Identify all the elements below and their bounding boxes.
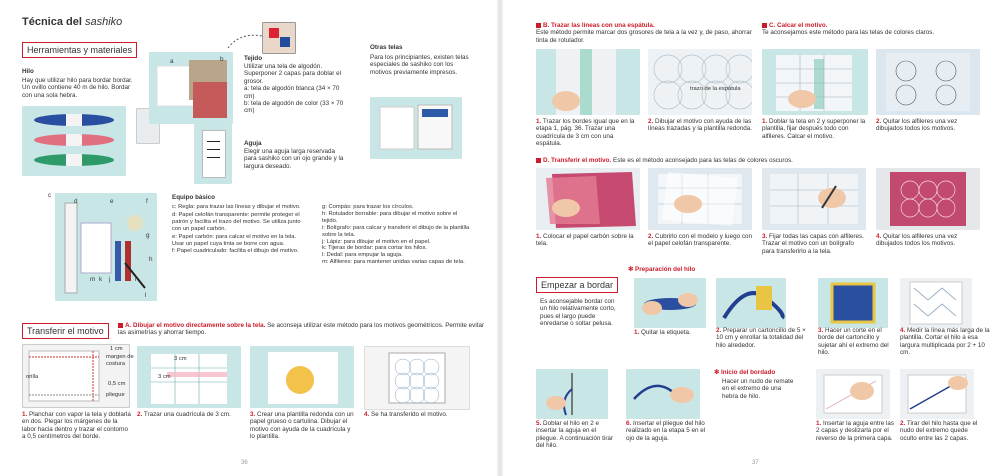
wind-thread-image [716, 278, 786, 328]
step-caption: 3. Crear una plantilla redonda con un papel grueso o cartulina. Dibujar el motivo con ayuda de la cuadrícula y lo plantilla. [250, 411, 354, 440]
page-title: Técnica del sashiko [22, 16, 123, 28]
trace-photo [762, 49, 868, 115]
insert-needle-image [816, 369, 890, 419]
spatula-image [536, 49, 640, 115]
b-step-caption: 2. Dibujar el motivo con ayuda de las líneas trazadas y la plantilla redonda. [648, 118, 752, 133]
inicio-text: Hacer un nudo de remate en el extremo de una hebra de hilo. [722, 378, 794, 400]
equipo-item: g: Compás: para trazar los círculos. [322, 204, 414, 210]
c-step-caption: 1. Doblar la tela en 2 y superponer la plantilla, fijar después todo con alfileres. Calcar el motivo. [762, 118, 866, 140]
dark-fabric-photo [876, 168, 980, 230]
equipo-list-2 [322, 204, 472, 266]
label-f: f [146, 198, 148, 205]
card-cut-image [818, 278, 888, 328]
equipo-heading: Equipo básico [172, 194, 216, 201]
prep-step-caption: 4. Medir la línea más larga de la plantilla. Cortar el hilo a esa largura multiplicada por 2 + 10 cm. [900, 327, 990, 356]
printed-fabric-image [370, 97, 462, 159]
c-intro: C. Calcar el motivo. Te aconsejamos este método para las telas de colores claros. [762, 22, 935, 37]
d-step-caption: 1. Colocar el papel carbón sobre la tela. [536, 233, 634, 248]
label-d: d [74, 198, 78, 205]
page-gutter [497, 0, 503, 476]
pull-thread-photo [900, 369, 974, 419]
printed-fabric-photo [370, 97, 462, 159]
cellophane-photo [648, 168, 752, 230]
equipo-item: e: Papel carbón: para calcar el motivo en la tela. Usar un papel cuya tinta se borre con agua. [172, 233, 297, 247]
pointer-arrow [226, 30, 266, 50]
embroider-text: Es aconsejable bordar con un hilo relativamente corto, pues el largo puede enredarse o soltar pelusa. [540, 298, 616, 328]
template-image [250, 346, 354, 408]
prep-step-caption: 1. Quitar la etiqueta. [634, 329, 691, 336]
template-photo [250, 346, 354, 408]
diagram-label: pliegue [106, 392, 125, 398]
tejido-text: Utilizar una tela de algodón. Superponer 2 capas para doblar el grosor. a: tela de algodón blanca (34 × 70 cm) b: tela de algodón de color (33 × 70 cm) [244, 63, 344, 115]
hilo-text: Hay que utilizar hilo para bordar bordar. Un ovillo contiene 40 m de hilo. Bordar con una sola hebra. [22, 77, 133, 99]
label-a: a [170, 58, 174, 65]
thread-photo [22, 106, 126, 176]
star-icon: ✻ [714, 369, 722, 376]
star-icon: ✻ [628, 266, 636, 273]
carbon-image [536, 168, 640, 230]
diagram-label: 1 cm [110, 346, 123, 352]
grid-photo [137, 346, 241, 408]
c-step-caption: 2. Quitar los alfileres una vez dibujados todos los motivos. [876, 118, 958, 133]
embroider-section-title: Empezar a bordar [536, 277, 618, 293]
spatula-photo [536, 49, 640, 115]
tejido-heading: Tejido [244, 55, 263, 62]
diagram-label: 0,5 cm [108, 381, 126, 387]
equipment-letters: c [48, 192, 52, 199]
circle-motif-image [648, 49, 752, 115]
trace-image [762, 49, 868, 115]
d-step-caption: 4. Quitar los alfileres una vez dibujados todos los motivos. [876, 233, 958, 248]
result-photo [364, 346, 470, 410]
transfer-a-intro: A. Dibujar el motivo directamente sobre la tela. Se aconseja utilizar este método para los motivos geométricos. Permite evitar las asimetrías y ahorrar tiempo. [118, 322, 485, 337]
red-square-icon [118, 323, 123, 328]
step-caption: 1. Planchar con vapor la tela y doblarla en dos. Plegar los márgenes de la labor hacia dentro y trazar el contorno a 0,5 centímetros del borde. [22, 411, 131, 440]
aguja-heading: Aguja [244, 140, 262, 147]
diagram-label: orilla [26, 374, 39, 380]
label-i: i [135, 276, 137, 283]
bottom-step-caption: 1. Insertar la aguja entre las 2 capas y deslizarla por el reverso de la primera capa. [816, 420, 895, 442]
label-h: h [149, 256, 153, 263]
measure-photo [900, 278, 972, 328]
grid-image [137, 346, 241, 408]
tools-section-title: Herramientas y materiales [22, 42, 137, 58]
page-number-right: 37 [752, 460, 759, 466]
label-remove-photo [634, 278, 706, 328]
needle-fold-photo [536, 369, 608, 419]
page-number-left: 36 [241, 460, 248, 466]
thread-skeins-image [22, 106, 126, 176]
pull-thread-image [900, 369, 974, 419]
dark-fabric-image [876, 168, 980, 230]
pins-removed-photo [876, 49, 980, 115]
label-m: m [90, 276, 96, 283]
step-caption: 4. Se ha transferido el motivo. [364, 411, 448, 418]
b-step-caption: 1. Trazar los bordes igual que en la etapa 1, pág. 36. Trazar una cuadrícula de 3 cm con una espátula. [536, 118, 635, 147]
b-intro: B. Trazar las líneas con una espátula. Este método permite marcar dos grosores de tela a la vez y, de paso, ahorrar tinta de rotulador. [536, 22, 752, 44]
grid-label: 3 cm [158, 374, 171, 380]
cellophane-image [648, 168, 752, 230]
wind-thread-photo [716, 278, 786, 328]
otras-text: Para los principiantes, existen telas especiales de sashiko con los motivos previamente impresos. [370, 54, 469, 76]
label-b: b [220, 56, 224, 63]
insert-needle-photo [816, 369, 890, 419]
transfer-section-title: Transferir el motivo [22, 323, 109, 339]
thread-eye-photo [626, 369, 700, 419]
equipo-item: m: Alfileres: para mantener unidas varias capas de tela. [322, 259, 465, 266]
equipo-item: j: Lápiz: para dibujar el motivo en el papel. [322, 238, 431, 245]
step-caption: 2. Trazar una cuadrícula de 3 cm. [137, 411, 231, 418]
hilo-heading: Hilo [22, 68, 34, 75]
spatula-label: trazo de la espátula [690, 86, 741, 92]
label-g: g [146, 232, 150, 239]
needles-photo [194, 124, 232, 184]
d-step-caption: 3. Fijar todas las capas con alfileres. Trazar el motivo con un bolígrafo para transferirlo a la tela. [762, 233, 864, 255]
pins-removed-image [876, 49, 980, 115]
equipo-list-1 [172, 204, 306, 255]
inicio-heading: ✻ Inicio del bordado [714, 369, 776, 376]
carbon-photo [536, 168, 640, 230]
equipment-image [55, 193, 157, 301]
red-square-icon [536, 158, 541, 163]
label-remove-image [634, 278, 706, 328]
bottom-step-caption: 5. Doblar el hilo en 2 e insertar la aguja en el pliegue. A continuación tirar del hilo. [536, 420, 614, 449]
equipo-item: d: Papel celofán transparente: permite proteger el patrón y facilita el trazo del motivo. Se utiliza junto con un papel carbón. [172, 211, 301, 232]
otras-heading: Otras telas [370, 44, 403, 51]
pen-trace-photo [762, 168, 866, 230]
equipo-item: h: Rotulador borrable: para dibujar el motivo sobre el tejido. [322, 210, 458, 224]
fabric-swatch-photo [262, 22, 296, 54]
equipo-item: c: Regla: para trazar las líneas y dibujar el motivo. [172, 204, 301, 210]
d-step-caption: 2. Cubrirlo con el modelo y luego con el papel celofán transparente. [648, 233, 752, 248]
card-cut-photo [818, 278, 888, 328]
needle-fold-image [536, 369, 608, 419]
label-e: e [110, 198, 114, 205]
diagram-label: margen de costura [106, 354, 134, 367]
red-square-icon [762, 23, 767, 28]
equipo-item: i: Bolígrafo: para calcar y transferir el dibujo de la plantilla sobre la tela. [322, 224, 470, 238]
pen-trace-image [762, 168, 866, 230]
grid-label: 3 cm [174, 356, 187, 362]
red-square-icon [536, 23, 541, 28]
bottom-step-caption: 6. Insertar el pliegue del hilo realizado en la etapa 5 en el ojo de la aguja. [626, 420, 706, 442]
measure-image [900, 278, 972, 328]
label-l: l [145, 292, 147, 299]
bottom-step-caption: 2. Tirar del hilo hasta que el nudo del extremo quede oculto entre las 2 capas. [900, 420, 978, 442]
result-image [365, 347, 469, 409]
circle-motif-photo [648, 49, 752, 115]
prep-step-caption: 3. Hacer un corte en el borde del cartoncillo y sujetar ahí el extremo del hilo. [818, 327, 889, 356]
equipo-item: l: Dedal: para empujar la aguja. [322, 252, 403, 259]
thread-eye-image [626, 369, 700, 419]
prep-heading: ✻ Preparación del hilo [628, 266, 696, 273]
label-j: j [109, 276, 111, 283]
equipo-item: f: Papel cuadriculado: facilita el dibujo del motivo. [172, 248, 299, 255]
prep-step-caption: 2. Preparar un cartoncillo de 5 × 10 cm y enrollar la totalidad del hilo alrededor. [716, 327, 806, 349]
d-intro: D. Transferir el motivo. Este es el método aconsejado para las telas de colores oscuros. [536, 157, 986, 164]
equipo-item: k: Tijeras de bordar: para cortar los hilos. [322, 245, 428, 252]
aguja-text: Elegir una aguja larga reservada para sashiko con un ojo grande y la largura deseado. [244, 148, 344, 170]
equipment-photo [55, 193, 157, 301]
label-k: k [99, 276, 103, 283]
